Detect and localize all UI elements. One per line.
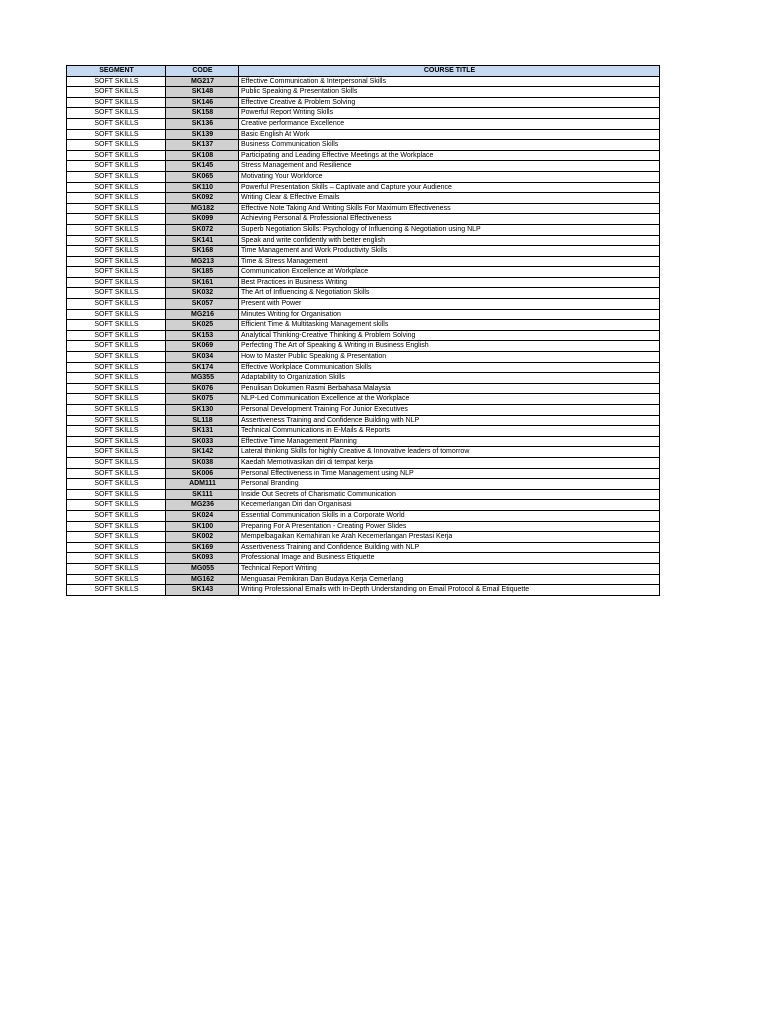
table-row xyxy=(67,256,660,267)
segment-cell: SOFT SKILLS xyxy=(67,288,166,299)
table-row xyxy=(67,214,660,225)
course-title-cell: Mempelbagaikan Kemahiran ke Arah Kecemerlangan Prestasi Kerja xyxy=(239,532,660,543)
table-row xyxy=(67,489,660,500)
course-title-cell: Effective Creative & Problem Solving xyxy=(239,97,660,108)
segment-cell: SOFT SKILLS xyxy=(67,510,166,521)
table-row xyxy=(67,246,660,257)
segment-cell: SOFT SKILLS xyxy=(67,383,166,394)
course-title-cell: Best Practices in Business Writing xyxy=(239,277,660,288)
course-title-cell: Technical Communications in E-Mails & Reports xyxy=(239,426,660,437)
course-title-cell: Preparing For A Presentation - Creating Power Slides xyxy=(239,521,660,532)
segment-cell: SOFT SKILLS xyxy=(67,182,166,193)
code-cell: SK139 xyxy=(166,129,239,140)
course-title-cell: Efficient Time & Multitasking Management skills xyxy=(239,320,660,331)
code-cell: SK034 xyxy=(166,352,239,363)
segment-cell: SOFT SKILLS xyxy=(67,489,166,500)
table-row xyxy=(67,500,660,511)
segment-cell: SOFT SKILLS xyxy=(67,330,166,341)
code-cell: SK024 xyxy=(166,510,239,521)
code-cell: SK072 xyxy=(166,224,239,235)
code-cell: SK130 xyxy=(166,405,239,416)
code-cell: MG236 xyxy=(166,500,239,511)
table-row xyxy=(67,288,660,299)
table-row xyxy=(67,405,660,416)
code-cell: SK142 xyxy=(166,447,239,458)
code-cell: MG216 xyxy=(166,309,239,320)
course-title-cell: Motivating Your Workforce xyxy=(239,171,660,182)
course-title-cell: Penulisan Dokumen Rasmi Berbahasa Malaysia xyxy=(239,383,660,394)
course-title-cell: Assertiveness Training and Confidence Building with NLP xyxy=(239,415,660,426)
segment-cell: SOFT SKILLS xyxy=(67,193,166,204)
segment-cell: SOFT SKILLS xyxy=(67,171,166,182)
segment-cell: SOFT SKILLS xyxy=(67,479,166,490)
table-row xyxy=(67,394,660,405)
course-title-cell: Personal Effectiveness in Time Management using NLP xyxy=(239,468,660,479)
table-row xyxy=(67,362,660,373)
code-cell: SK174 xyxy=(166,362,239,373)
table-row xyxy=(67,373,660,384)
code-cell: SK075 xyxy=(166,394,239,405)
course-title-cell: Inside Out Secrets of Charismatic Communication xyxy=(239,489,660,500)
course-title-cell: NLP-Led Communication Excellence at the Workplace xyxy=(239,394,660,405)
table-row xyxy=(67,118,660,129)
course-title-cell: The Art of Influencing & Negotiation Skills xyxy=(239,288,660,299)
code-cell: MG355 xyxy=(166,373,239,384)
table-row xyxy=(67,563,660,574)
course-title-cell: Achieving Personal & Professional Effectiveness xyxy=(239,214,660,225)
code-cell: SK057 xyxy=(166,299,239,310)
table-row xyxy=(67,267,660,278)
code-cell: SK092 xyxy=(166,193,239,204)
segment-cell: SOFT SKILLS xyxy=(67,203,166,214)
table-row xyxy=(67,415,660,426)
code-cell: SK145 xyxy=(166,161,239,172)
table-row xyxy=(67,108,660,119)
course-title-cell: Kecemerlangan Diri dan Organisasi xyxy=(239,500,660,511)
code-cell: SK032 xyxy=(166,288,239,299)
table-row xyxy=(67,182,660,193)
course-title-cell: Participating and Leading Effective Meetings at the Workplace xyxy=(239,150,660,161)
segment-cell: SOFT SKILLS xyxy=(67,246,166,257)
segment-cell: SOFT SKILLS xyxy=(67,87,166,98)
table-row xyxy=(67,224,660,235)
segment-cell: SOFT SKILLS xyxy=(67,161,166,172)
course-sheet xyxy=(66,65,660,596)
segment-cell: SOFT SKILLS xyxy=(67,108,166,119)
table-row xyxy=(67,447,660,458)
course-title-cell: Writing Professional Emails with In-Depth Understanding on Email Protocol & Email Etiquette xyxy=(239,585,660,596)
code-cell: SK169 xyxy=(166,542,239,553)
table-row xyxy=(67,542,660,553)
table-row xyxy=(67,457,660,468)
table-row xyxy=(67,320,660,331)
table-row xyxy=(67,553,660,564)
table-header xyxy=(67,66,660,77)
code-cell: SK002 xyxy=(166,532,239,543)
course-title-cell: Lateral thinking Skills for highly Creative & Innovative leaders of tomorrow xyxy=(239,447,660,458)
course-title-cell: Perfecting The Art of Speaking & Writing in Business English xyxy=(239,341,660,352)
table-row xyxy=(67,140,660,151)
segment-cell: SOFT SKILLS xyxy=(67,521,166,532)
course-title-cell: Present with Power xyxy=(239,299,660,310)
segment-cell: SOFT SKILLS xyxy=(67,468,166,479)
code-cell: SK006 xyxy=(166,468,239,479)
course-title-cell: Public Speaking & Presentation Skills xyxy=(239,87,660,98)
table-row xyxy=(67,203,660,214)
header-course-title: COURSE TITLE xyxy=(239,66,660,77)
code-cell: SK158 xyxy=(166,108,239,119)
segment-cell: SOFT SKILLS xyxy=(67,341,166,352)
table-row xyxy=(67,193,660,204)
code-cell: SK100 xyxy=(166,521,239,532)
table-row xyxy=(67,330,660,341)
code-cell: SK141 xyxy=(166,235,239,246)
segment-cell: SOFT SKILLS xyxy=(67,235,166,246)
table-row xyxy=(67,299,660,310)
code-cell: SK025 xyxy=(166,320,239,331)
course-title-cell: Menguasai Pemikiran Dan Budaya Kerja Cemerlang xyxy=(239,574,660,585)
segment-cell: SOFT SKILLS xyxy=(67,309,166,320)
table-row xyxy=(67,171,660,182)
course-title-cell: Superb Negotiation Skills: Psychology of Influencing & Negotiation using NLP xyxy=(239,224,660,235)
segment-cell: SOFT SKILLS xyxy=(67,542,166,553)
code-cell: SK108 xyxy=(166,150,239,161)
code-cell: SK065 xyxy=(166,171,239,182)
course-title-cell: Effective Note Taking And Writing Skills For Maximum Effectiveness xyxy=(239,203,660,214)
code-cell: SK069 xyxy=(166,341,239,352)
table-row xyxy=(67,532,660,543)
code-cell: MG182 xyxy=(166,203,239,214)
course-title-cell: Effective Time Management Planning xyxy=(239,436,660,447)
header-row xyxy=(67,66,660,77)
code-cell: ADM111 xyxy=(166,479,239,490)
segment-cell: SOFT SKILLS xyxy=(67,277,166,288)
course-title-cell: Kaedah Memotivasikan diri di tempat kerja xyxy=(239,457,660,468)
table-row xyxy=(67,341,660,352)
course-title-cell: Technical Report Writing xyxy=(239,563,660,574)
segment-cell: SOFT SKILLS xyxy=(67,574,166,585)
course-table xyxy=(66,65,660,596)
code-cell: SK153 xyxy=(166,330,239,341)
header-code: CODE xyxy=(166,66,239,77)
code-cell: SK148 xyxy=(166,87,239,98)
course-title-cell: Personal Branding xyxy=(239,479,660,490)
table-body xyxy=(67,76,660,595)
segment-cell: SOFT SKILLS xyxy=(67,76,166,87)
course-title-cell: Powerful Report Writing Skills xyxy=(239,108,660,119)
table-row xyxy=(67,97,660,108)
code-cell: SK131 xyxy=(166,426,239,437)
table-row xyxy=(67,574,660,585)
course-title-cell: Professional Image and Business Etiquette xyxy=(239,553,660,564)
course-title-cell: Powerful Presentation Skills – Captivate and Capture your Audience xyxy=(239,182,660,193)
segment-cell: SOFT SKILLS xyxy=(67,150,166,161)
course-title-cell: Speak and write confidently with better english xyxy=(239,235,660,246)
header-segment: SEGMENT xyxy=(67,66,166,77)
segment-cell: SOFT SKILLS xyxy=(67,436,166,447)
course-title-cell: Time Management and Work Productivity Skills xyxy=(239,246,660,257)
segment-cell: SOFT SKILLS xyxy=(67,500,166,511)
code-cell: SK168 xyxy=(166,246,239,257)
segment-cell: SOFT SKILLS xyxy=(67,447,166,458)
segment-cell: SOFT SKILLS xyxy=(67,320,166,331)
course-title-cell: Creative performance Excellence xyxy=(239,118,660,129)
code-cell: MG162 xyxy=(166,574,239,585)
course-title-cell: Adaptability to Organization Skills xyxy=(239,373,660,384)
code-cell: SK161 xyxy=(166,277,239,288)
code-cell: SK110 xyxy=(166,182,239,193)
segment-cell: SOFT SKILLS xyxy=(67,140,166,151)
segment-cell: SOFT SKILLS xyxy=(67,457,166,468)
segment-cell: SOFT SKILLS xyxy=(67,415,166,426)
table-row xyxy=(67,426,660,437)
segment-cell: SOFT SKILLS xyxy=(67,532,166,543)
segment-cell: SOFT SKILLS xyxy=(67,256,166,267)
table-row xyxy=(67,76,660,87)
segment-cell: SOFT SKILLS xyxy=(67,362,166,373)
course-title-cell: Writing Clear & Effective Emails xyxy=(239,193,660,204)
code-cell: SK038 xyxy=(166,457,239,468)
segment-cell: SOFT SKILLS xyxy=(67,405,166,416)
segment-cell: SOFT SKILLS xyxy=(67,267,166,278)
course-title-cell: Essential Communication Skills in a Corporate World xyxy=(239,510,660,521)
course-title-cell: Personal Development Training For Junior Executives xyxy=(239,405,660,416)
table-row xyxy=(67,468,660,479)
code-cell: SK111 xyxy=(166,489,239,500)
course-title-cell: Time & Stress Management xyxy=(239,256,660,267)
segment-cell: SOFT SKILLS xyxy=(67,118,166,129)
table-row xyxy=(67,161,660,172)
table-row xyxy=(67,352,660,363)
code-cell: MG055 xyxy=(166,563,239,574)
table-row xyxy=(67,235,660,246)
segment-cell: SOFT SKILLS xyxy=(67,563,166,574)
segment-cell: SOFT SKILLS xyxy=(67,97,166,108)
table-row xyxy=(67,510,660,521)
table-row xyxy=(67,383,660,394)
table-row xyxy=(67,309,660,320)
code-cell: MG217 xyxy=(166,76,239,87)
table-row xyxy=(67,585,660,596)
course-title-cell: Assertiveness Training and Confidence Building with NLP xyxy=(239,542,660,553)
segment-cell: SOFT SKILLS xyxy=(67,553,166,564)
course-title-cell: Basic English At Work xyxy=(239,129,660,140)
table-row xyxy=(67,521,660,532)
course-title-cell: Effective Workplace Communication Skills xyxy=(239,362,660,373)
code-cell: SK033 xyxy=(166,436,239,447)
code-cell: SK099 xyxy=(166,214,239,225)
segment-cell: SOFT SKILLS xyxy=(67,224,166,235)
code-cell: SK146 xyxy=(166,97,239,108)
code-cell: MG213 xyxy=(166,256,239,267)
table-row xyxy=(67,479,660,490)
code-cell: SK076 xyxy=(166,383,239,394)
code-cell: SL118 xyxy=(166,415,239,426)
table-row xyxy=(67,150,660,161)
course-title-cell: Business Communication Skills xyxy=(239,140,660,151)
table-row xyxy=(67,436,660,447)
course-title-cell: How to Master Public Speaking & Presentation xyxy=(239,352,660,363)
segment-cell: SOFT SKILLS xyxy=(67,373,166,384)
course-title-cell: Minutes Writing for Organisation xyxy=(239,309,660,320)
course-title-cell: Stress Management and Resilience xyxy=(239,161,660,172)
course-title-cell: Communication Excellence at Workplace xyxy=(239,267,660,278)
course-title-cell: Analytical Thinking-Creative Thinking & Problem Solving xyxy=(239,330,660,341)
code-cell: SK185 xyxy=(166,267,239,278)
segment-cell: SOFT SKILLS xyxy=(67,299,166,310)
segment-cell: SOFT SKILLS xyxy=(67,394,166,405)
code-cell: SK143 xyxy=(166,585,239,596)
code-cell: SK093 xyxy=(166,553,239,564)
segment-cell: SOFT SKILLS xyxy=(67,426,166,437)
table-row xyxy=(67,129,660,140)
segment-cell: SOFT SKILLS xyxy=(67,585,166,596)
table-row xyxy=(67,277,660,288)
segment-cell: SOFT SKILLS xyxy=(67,352,166,363)
table-row xyxy=(67,87,660,98)
code-cell: SK137 xyxy=(166,140,239,151)
segment-cell: SOFT SKILLS xyxy=(67,214,166,225)
segment-cell: SOFT SKILLS xyxy=(67,129,166,140)
course-title-cell: Effective Communication & Interpersonal Skills xyxy=(239,76,660,87)
code-cell: SK136 xyxy=(166,118,239,129)
